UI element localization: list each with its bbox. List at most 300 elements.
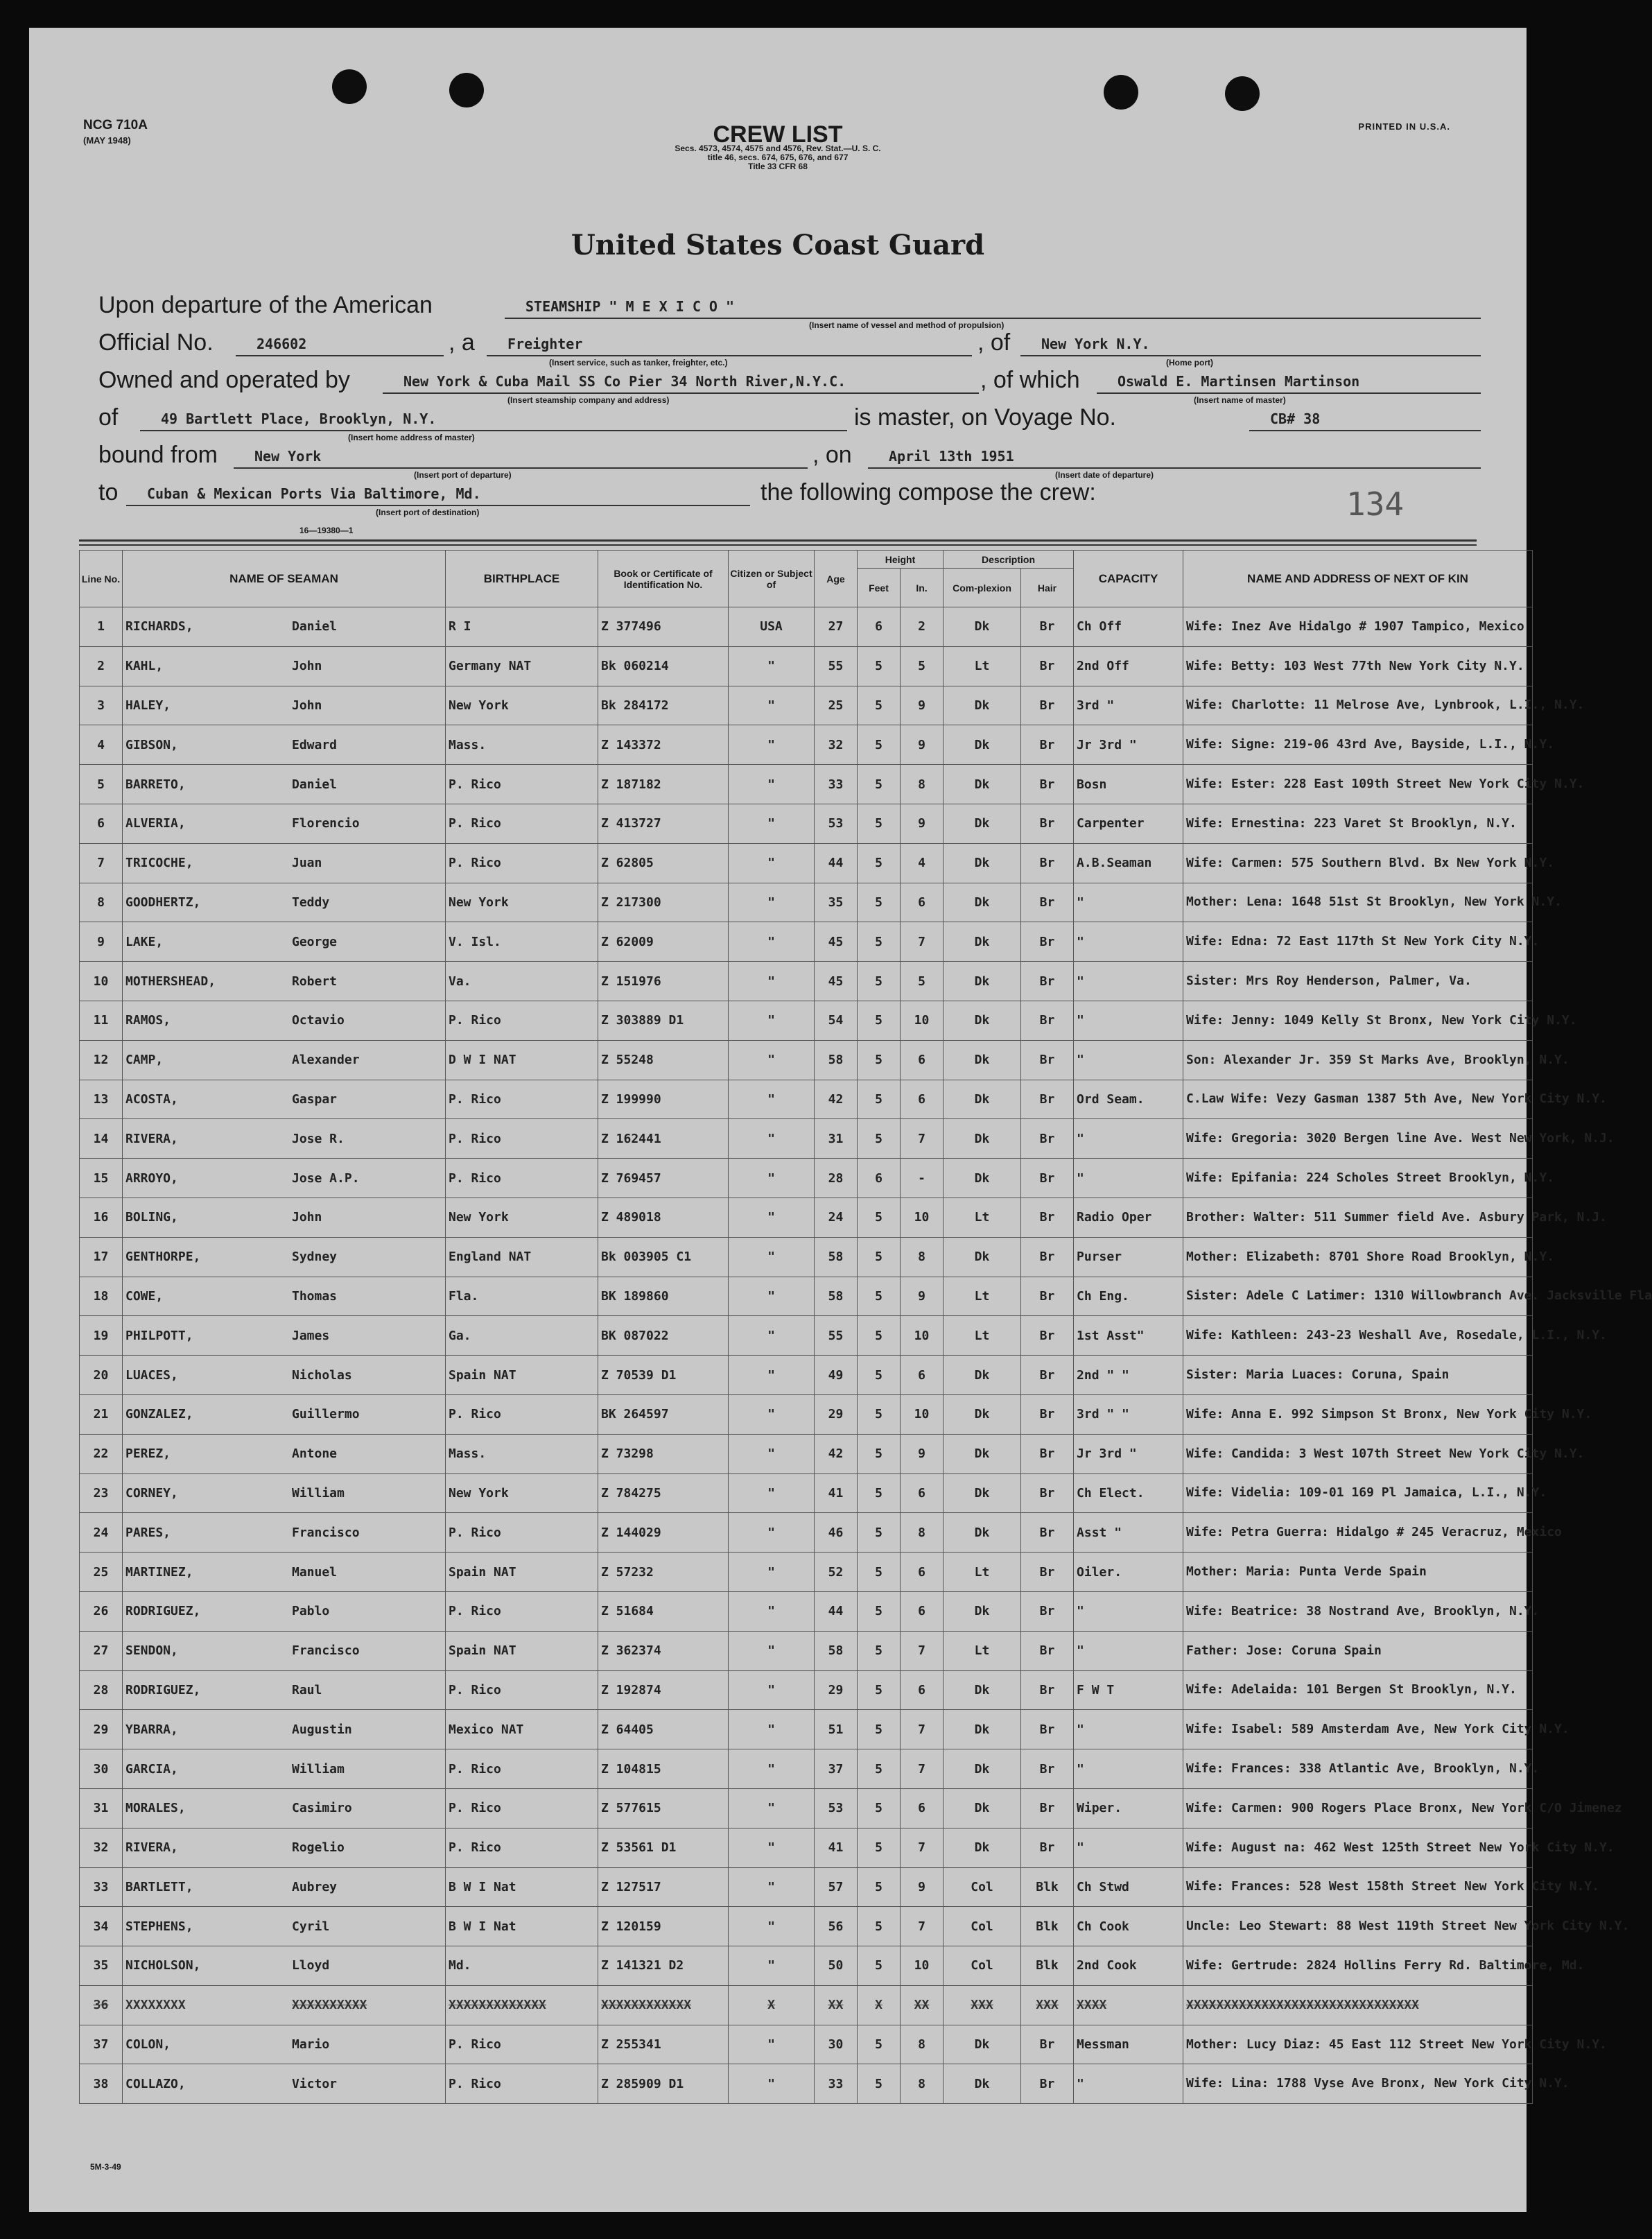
- age: 55: [815, 646, 858, 686]
- seaman-given-name: Alexander: [292, 1053, 360, 1068]
- seaman-surname: PEREZ,: [125, 1446, 171, 1462]
- citizenship: ": [729, 1591, 815, 1631]
- capacity: Jr 3rd ": [1074, 1434, 1183, 1473]
- table-row: [80, 1749, 1533, 1789]
- seaman-surname: RAMOS,: [125, 1013, 171, 1028]
- service-hint: (Insert service, such as tanker, freighter, etc.): [549, 358, 728, 368]
- height-inches: 8: [901, 1513, 944, 1553]
- next-of-kin: Wife: Anna E. 992 Simpson St Bronx, New York City N.Y.: [1183, 1394, 1533, 1434]
- capacity: Wiper.: [1074, 1788, 1183, 1828]
- certificate-number: Z 255341: [598, 2025, 729, 2064]
- certificate-number: Z 70539 D1: [598, 1356, 729, 1395]
- on-label: , on: [812, 442, 852, 468]
- height-feet: 5: [858, 1591, 901, 1631]
- line-number: 17: [80, 1237, 123, 1277]
- certificate-number: Z 62009: [598, 922, 729, 962]
- hair: Br: [1021, 843, 1074, 883]
- birthplace: P. Rico: [446, 1080, 598, 1119]
- form-date: (MAY 1948): [83, 135, 131, 146]
- age: 24: [815, 1198, 858, 1237]
- vessel-field: STEAMSHIP " M E X I C O ": [505, 298, 1481, 319]
- complexion: Dk: [944, 607, 1021, 647]
- seaman-name: [123, 1434, 446, 1473]
- seaman-given-name: Edward: [292, 737, 338, 752]
- next-of-kin: Sister: Maria Luaces: Coruna, Spain: [1183, 1356, 1533, 1395]
- height-inches: 6: [901, 1591, 944, 1631]
- height-inches: 10: [901, 1198, 944, 1237]
- height-inches: 6: [901, 1553, 944, 1592]
- height-feet: 5: [858, 1001, 901, 1040]
- capacity: ": [1074, 1119, 1183, 1159]
- age: 32: [815, 725, 858, 765]
- capacity: Carpenter: [1074, 804, 1183, 843]
- seaman-surname: RODRIGUEZ,: [125, 1682, 201, 1697]
- next-of-kin: Wife: Edna: 72 East 117th St New York City N.Y.: [1183, 922, 1533, 962]
- col-citizen: Citizen or Subject of: [729, 551, 815, 607]
- table-row: [80, 1473, 1533, 1513]
- table-row: [80, 2025, 1533, 2064]
- citizenship: ": [729, 804, 815, 843]
- height-feet: 5: [858, 1198, 901, 1237]
- height-inches: 7: [901, 922, 944, 962]
- seaman-name: [123, 1237, 446, 1277]
- seaman-given-name: John: [292, 698, 322, 713]
- birthplace: XXXXXXXXXXXXX: [446, 1985, 598, 2025]
- seaman-given-name: Sydney: [292, 1250, 338, 1265]
- seaman-name: [123, 1277, 446, 1316]
- certificate-number: Z 57232: [598, 1553, 729, 1592]
- birthplace: P. Rico: [446, 1670, 598, 1710]
- seaman-surname: MOTHERSHEAD,: [125, 974, 216, 989]
- next-of-kin: Wife: Epifania: 224 Scholes Street Brooklyn, N.Y.: [1183, 1159, 1533, 1198]
- owned-label: Owned and operated by: [98, 367, 350, 393]
- seaman-name: [123, 646, 446, 686]
- hair: Br: [1021, 804, 1074, 843]
- certificate-number: Z 187182: [598, 765, 729, 804]
- hair: Br: [1021, 1119, 1074, 1159]
- complexion: Dk: [944, 1394, 1021, 1434]
- seaman-name: [123, 1513, 446, 1553]
- seaman-name: [123, 1591, 446, 1631]
- certificate-number: Z 141321 D2: [598, 1946, 729, 1986]
- citizenship: ": [729, 686, 815, 725]
- seaman-name: [123, 1985, 446, 2025]
- height-feet: 5: [858, 1237, 901, 1277]
- height-feet: 5: [858, 1828, 901, 1867]
- departure-date-hint: (Insert date of departure): [1055, 470, 1154, 480]
- certificate-number: Z 413727: [598, 804, 729, 843]
- form-number-text: NCG 710A: [83, 118, 148, 132]
- birthplace: New York: [446, 883, 598, 922]
- capacity: Ch Stwd: [1074, 1867, 1183, 1907]
- citizenship: ": [729, 1277, 815, 1316]
- hair: Br: [1021, 962, 1074, 1001]
- height-feet: 5: [858, 686, 901, 725]
- capacity: ": [1074, 962, 1183, 1001]
- seaman-given-name: Robert: [292, 974, 338, 989]
- complexion: Dk: [944, 1513, 1021, 1553]
- age: 41: [815, 1828, 858, 1867]
- seaman-name: [123, 883, 446, 922]
- birthplace: P. Rico: [446, 1749, 598, 1789]
- hair: Br: [1021, 1434, 1074, 1473]
- seaman-given-name: Guillermo: [292, 1407, 360, 1422]
- citizenship: ": [729, 725, 815, 765]
- line-number: 12: [80, 1040, 123, 1080]
- age: 44: [815, 843, 858, 883]
- seaman-surname: GONZALEZ,: [125, 1407, 193, 1422]
- capacity: ": [1074, 922, 1183, 962]
- citizenship: ": [729, 1670, 815, 1710]
- height-feet: 5: [858, 1670, 901, 1710]
- complexion: Lt: [944, 1553, 1021, 1592]
- next-of-kin: Wife: Gregoria: 3020 Bergen line Ave. West New York, N.J.: [1183, 1119, 1533, 1159]
- hair: Blk: [1021, 1907, 1074, 1946]
- seaman-given-name: Casimiro: [292, 1801, 352, 1816]
- citizenship: ": [729, 1513, 815, 1553]
- age: 31: [815, 1119, 858, 1159]
- table-row: [80, 1867, 1533, 1907]
- seaman-surname: LUACES,: [125, 1367, 178, 1383]
- line-number: 21: [80, 1394, 123, 1434]
- birthplace: B W I Nat: [446, 1907, 598, 1946]
- citizenship: ": [729, 1631, 815, 1670]
- print-code: 16—19380—1: [299, 526, 354, 535]
- departure-port-hint: (Insert port of departure): [414, 470, 512, 480]
- vessel-hint: (Insert name of vessel and method of propulsion): [809, 320, 1005, 330]
- seaman-given-name: Florencio: [292, 816, 360, 831]
- next-of-kin: Wife: Signe: 219-06 43rd Ave, Bayside, L.I., N.Y.: [1183, 725, 1533, 765]
- capacity: 3rd ": [1074, 686, 1183, 725]
- hair: Br: [1021, 1001, 1074, 1040]
- master-hint: (Insert name of master): [1194, 395, 1286, 405]
- seaman-name: [123, 1473, 446, 1513]
- birthplace: Ga.: [446, 1316, 598, 1356]
- age: 56: [815, 1907, 858, 1946]
- table-row: [80, 1119, 1533, 1159]
- capacity: Jr 3rd ": [1074, 725, 1183, 765]
- table-row: [80, 1591, 1533, 1631]
- height-feet: 5: [858, 804, 901, 843]
- seaman-surname: MARTINEZ,: [125, 1564, 193, 1580]
- next-of-kin: Wife: August na: 462 West 125th Street New York City N.Y.: [1183, 1828, 1533, 1867]
- age: 25: [815, 686, 858, 725]
- complexion: Dk: [944, 1080, 1021, 1119]
- table-row: [80, 922, 1533, 962]
- capacity: ": [1074, 1040, 1183, 1080]
- hair: Br: [1021, 607, 1074, 647]
- statute-line-1: Secs. 4573, 4574, 4575 and 4576, Rev. Stat.—U. S. C.: [675, 144, 881, 153]
- line-number: 11: [80, 1001, 123, 1040]
- seaman-given-name: Aubrey: [292, 1879, 338, 1894]
- seaman-surname: ACOSTA,: [125, 1091, 178, 1107]
- complexion: Dk: [944, 1159, 1021, 1198]
- citizenship: ": [729, 765, 815, 804]
- age: 58: [815, 1237, 858, 1277]
- capacity: ": [1074, 1159, 1183, 1198]
- age: 55: [815, 1316, 858, 1356]
- seaman-name: [123, 725, 446, 765]
- table-row: [80, 1946, 1533, 1986]
- height-inches: 9: [901, 725, 944, 765]
- complexion: Dk: [944, 1788, 1021, 1828]
- seaman-name: [123, 1080, 446, 1119]
- complexion: Lt: [944, 1198, 1021, 1237]
- line-number: 5: [80, 765, 123, 804]
- hair: Br: [1021, 1553, 1074, 1592]
- seaman-name: [123, 1198, 446, 1237]
- certificate-number: Z 51684: [598, 1591, 729, 1631]
- certificate-number: Z 64405: [598, 1710, 729, 1749]
- height-inches: 5: [901, 962, 944, 1001]
- citizenship: ": [729, 1907, 815, 1946]
- seaman-name: [123, 804, 446, 843]
- hair: Br: [1021, 883, 1074, 922]
- capacity: ": [1074, 1828, 1183, 1867]
- complexion: Lt: [944, 1277, 1021, 1316]
- height-feet: 5: [858, 1788, 901, 1828]
- voyage-label: is master, on Voyage No.: [854, 404, 1116, 431]
- certificate-number: BK 189860: [598, 1277, 729, 1316]
- line-number: 3: [80, 686, 123, 725]
- height-feet: 5: [858, 1946, 901, 1986]
- seaman-given-name: Antone: [292, 1446, 338, 1462]
- next-of-kin: Wife: Jenny: 1049 Kelly St Bronx, New York City N.Y.: [1183, 1001, 1533, 1040]
- line-number: 25: [80, 1553, 123, 1592]
- height-feet: 5: [858, 725, 901, 765]
- next-of-kin: Wife: Kathleen: 243-23 Weshall Ave, Rosedale, L.I., N.Y.: [1183, 1316, 1533, 1356]
- master-address-hint: (Insert home address of master): [348, 433, 475, 442]
- height-inches: 10: [901, 1394, 944, 1434]
- birthplace: Spain NAT: [446, 1631, 598, 1670]
- capacity: ": [1074, 1591, 1183, 1631]
- height-feet: 5: [858, 2064, 901, 2104]
- capacity: Ch Cook: [1074, 1907, 1183, 1946]
- seaman-name: [123, 1631, 446, 1670]
- citizenship: ": [729, 1001, 815, 1040]
- capacity: Radio Oper: [1074, 1198, 1183, 1237]
- line-number: 14: [80, 1119, 123, 1159]
- next-of-kin: Wife: Frances: 338 Atlantic Ave, Brooklyn, N.Y.: [1183, 1749, 1533, 1789]
- citizenship: ": [729, 843, 815, 883]
- birthplace: Mass.: [446, 725, 598, 765]
- capacity: 2nd Cook: [1074, 1946, 1183, 1986]
- hair: Br: [1021, 646, 1074, 686]
- age: 50: [815, 1946, 858, 1986]
- height-inches: 10: [901, 1001, 944, 1040]
- height-feet: 5: [858, 1473, 901, 1513]
- next-of-kin: Wife: Carmen: 575 Southern Blvd. Bx New York N.Y.: [1183, 843, 1533, 883]
- birthplace: P. Rico: [446, 1119, 598, 1159]
- hair: Br: [1021, 1788, 1074, 1828]
- seaman-name: [123, 1907, 446, 1946]
- complexion: Dk: [944, 804, 1021, 843]
- capacity: 3rd " ": [1074, 1394, 1183, 1434]
- height-inches: 2: [901, 607, 944, 647]
- next-of-kin: Wife: Betty: 103 West 77th New York City N.Y.: [1183, 646, 1533, 686]
- header-destination-line: [98, 477, 1457, 506]
- table-row: [80, 1316, 1533, 1356]
- table-row: [80, 1001, 1533, 1040]
- next-of-kin: Wife: Beatrice: 38 Nostrand Ave, Brooklyn, N.Y.: [1183, 1591, 1533, 1631]
- height-inches: 7: [901, 1749, 944, 1789]
- hair: Br: [1021, 1198, 1074, 1237]
- seaman-name: [123, 1946, 446, 1986]
- capacity: Asst ": [1074, 1513, 1183, 1553]
- age: 58: [815, 1277, 858, 1316]
- birthplace: P. Rico: [446, 2064, 598, 2104]
- birthplace: Mass.: [446, 1434, 598, 1473]
- line-number: 35: [80, 1946, 123, 1986]
- age: 54: [815, 1001, 858, 1040]
- of2-label: of: [98, 404, 119, 431]
- seaman-surname: RICHARDS,: [125, 619, 193, 634]
- capacity: ": [1074, 883, 1183, 922]
- height-feet: 5: [858, 1867, 901, 1907]
- citizenship: ": [729, 1159, 815, 1198]
- certificate-number: Z 285909 D1: [598, 2064, 729, 2104]
- height-inches: 4: [901, 843, 944, 883]
- table-row: [80, 1513, 1533, 1553]
- certificate-number: Z 55248: [598, 1040, 729, 1080]
- statute-line-3: Title 33 CFR 68: [748, 162, 808, 171]
- form-title: CREW LIST: [713, 121, 843, 148]
- age: XX: [815, 1985, 858, 2025]
- height-feet: 6: [858, 1159, 901, 1198]
- height-inches: 6: [901, 1788, 944, 1828]
- capacity: Ch Off: [1074, 607, 1183, 647]
- certificate-number: Z 53561 D1: [598, 1828, 729, 1867]
- hair: Br: [1021, 1710, 1074, 1749]
- complexion: Dk: [944, 883, 1021, 922]
- seaman-given-name: Manuel: [292, 1564, 338, 1580]
- next-of-kin: Wife: Petra Guerra: Hidalgo # 245 Veracruz, Mexico: [1183, 1513, 1533, 1553]
- col-hair: Hair: [1021, 569, 1074, 607]
- hair: Blk: [1021, 1867, 1074, 1907]
- age: 45: [815, 922, 858, 962]
- line-number: 34: [80, 1907, 123, 1946]
- citizenship: ": [729, 1356, 815, 1395]
- birthplace: New York: [446, 1473, 598, 1513]
- height-inches: 6: [901, 1356, 944, 1395]
- seaman-surname: ALVERIA,: [125, 816, 186, 831]
- seaman-surname: RIVERA,: [125, 1840, 178, 1856]
- line-number: 2: [80, 646, 123, 686]
- hair: Blk: [1021, 1946, 1074, 1986]
- height-inches: 5: [901, 646, 944, 686]
- line-number: 30: [80, 1749, 123, 1789]
- line-number: 7: [80, 843, 123, 883]
- birthplace: P. Rico: [446, 765, 598, 804]
- seaman-given-name: Jose A.P.: [292, 1170, 360, 1186]
- height-inches: 6: [901, 1670, 944, 1710]
- capacity: Ch Elect.: [1074, 1473, 1183, 1513]
- col-capacity: CAPACITY: [1074, 551, 1183, 607]
- table-row: [80, 1277, 1533, 1316]
- footer-code: 5M-3-49: [90, 2162, 121, 2172]
- table-row: [80, 1788, 1533, 1828]
- citizenship: ": [729, 2064, 815, 2104]
- certificate-number: Bk 284172: [598, 686, 729, 725]
- citizenship: ": [729, 1040, 815, 1080]
- hair: Br: [1021, 1356, 1074, 1395]
- official-label: Official No.: [98, 329, 214, 356]
- age: 42: [815, 1080, 858, 1119]
- seaman-name: [123, 2064, 446, 2104]
- seaman-surname: SENDON,: [125, 1643, 178, 1659]
- seaman-given-name: Victor: [292, 2076, 338, 2091]
- seaman-surname: BARTLETT,: [125, 1879, 193, 1894]
- height-feet: 5: [858, 883, 901, 922]
- seaman-given-name: Cyril: [292, 1919, 330, 1934]
- line-number: 13: [80, 1080, 123, 1119]
- citizenship: ": [729, 1237, 815, 1277]
- table-row: [80, 1710, 1533, 1749]
- hair: Br: [1021, 2025, 1074, 2064]
- height-inches: 8: [901, 2025, 944, 2064]
- seaman-surname: GIBSON,: [125, 737, 178, 752]
- complexion: Col: [944, 1946, 1021, 1986]
- line-number: 20: [80, 1356, 123, 1395]
- age: 29: [815, 1670, 858, 1710]
- seaman-given-name: Rogelio: [292, 1840, 345, 1856]
- seaman-given-name: George: [292, 934, 338, 949]
- of-label: , of: [977, 329, 1011, 356]
- seaman-surname: YBARRA,: [125, 1722, 178, 1737]
- next-of-kin: C.Law Wife: Vezy Gasman 1387 5th Ave, New York City N.Y.: [1183, 1080, 1533, 1119]
- complexion: Lt: [944, 646, 1021, 686]
- table-row: [80, 883, 1533, 922]
- seaman-given-name: Francisco: [292, 1643, 360, 1659]
- seaman-surname: STEPHENS,: [125, 1919, 193, 1934]
- height-feet: 5: [858, 1907, 901, 1946]
- age: 58: [815, 1631, 858, 1670]
- line-number: 36: [80, 1985, 123, 2025]
- height-feet: 5: [858, 1316, 901, 1356]
- seaman-given-name: Raul: [292, 1682, 322, 1697]
- seaman-surname: COLLAZO,: [125, 2076, 186, 2091]
- seaman-name: [123, 1867, 446, 1907]
- height-inches: XX: [901, 1985, 944, 2025]
- capacity: XXXX: [1074, 1985, 1183, 2025]
- line-number: 28: [80, 1670, 123, 1710]
- capacity: 2nd Off: [1074, 646, 1183, 686]
- seaman-surname: COLON,: [125, 2037, 171, 2052]
- crew-count: 134: [1346, 485, 1405, 523]
- age: 53: [815, 804, 858, 843]
- seaman-given-name: John: [292, 659, 322, 674]
- line-number: 1: [80, 607, 123, 647]
- printed-in-label: PRINTED IN U.S.A.: [1358, 121, 1450, 132]
- capacity: ": [1074, 1710, 1183, 1749]
- height-inches: 9: [901, 1867, 944, 1907]
- seaman-name: [123, 1788, 446, 1828]
- line-number: 32: [80, 1828, 123, 1867]
- hair: Br: [1021, 1394, 1074, 1434]
- table-row: [80, 1394, 1533, 1434]
- height-inches: 7: [901, 1710, 944, 1749]
- capacity: Ord Seam.: [1074, 1080, 1183, 1119]
- citizenship: ": [729, 1473, 815, 1513]
- citizenship: ": [729, 1394, 815, 1434]
- citizenship: ": [729, 1788, 815, 1828]
- line-number: 38: [80, 2064, 123, 2104]
- age: 58: [815, 1040, 858, 1080]
- height-inches: 9: [901, 804, 944, 843]
- complexion: Dk: [944, 1473, 1021, 1513]
- seaman-given-name: John: [292, 1210, 322, 1225]
- capacity: F W T: [1074, 1670, 1183, 1710]
